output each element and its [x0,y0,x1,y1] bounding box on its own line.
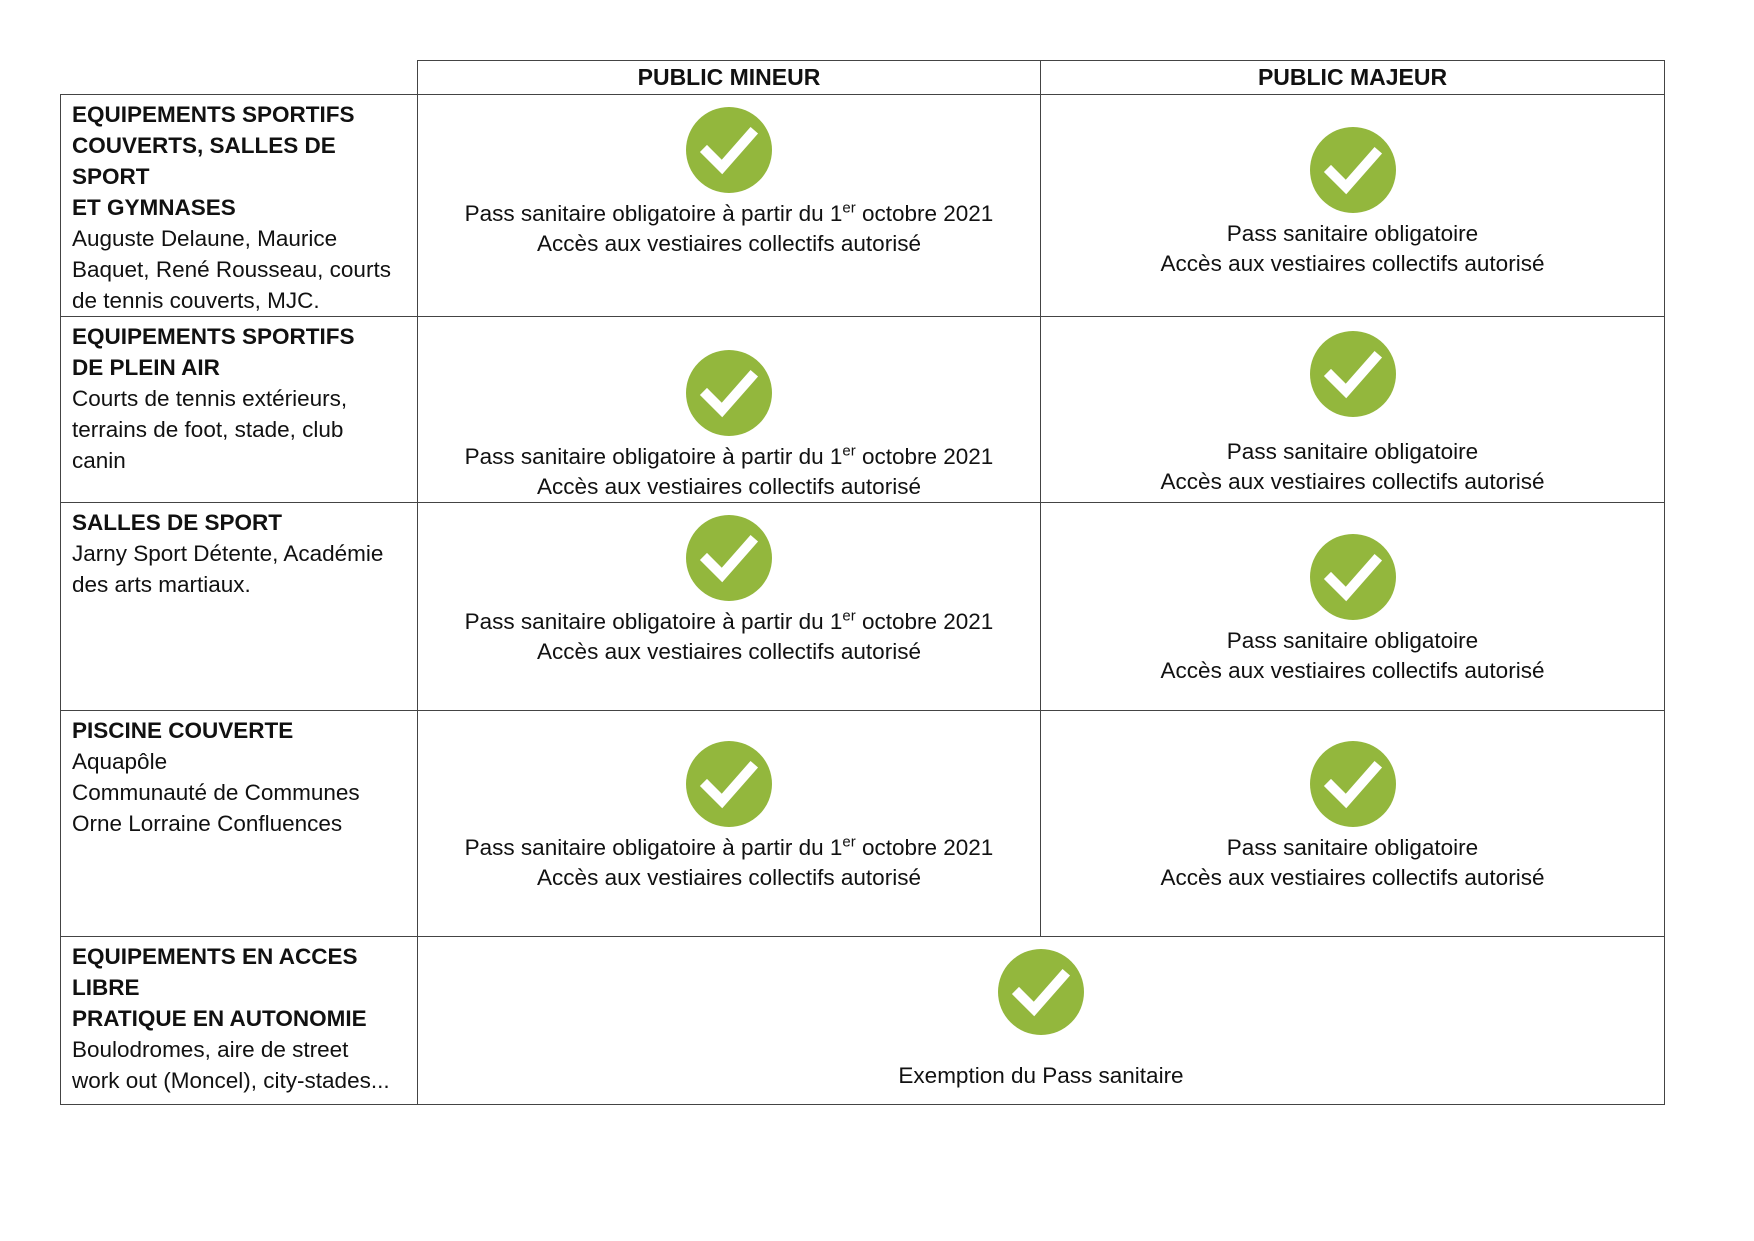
minor-cell [418,711,1041,937]
category-title [72,99,409,223]
title-line: SALLES DE SPORT [72,510,283,535]
major-line1: Pass sanitaire obligatoire [1226,835,1479,860]
header-minor: PUBLIC MINEUR [418,61,1041,95]
check-circle-icon [686,107,772,193]
major-line2: Accès aux vestiaires collectifs autorisé [1160,658,1545,683]
title-line: PRATIQUE EN AUTONOMIE [72,1006,367,1031]
title-line: ET GYMNASES [72,195,236,220]
desc-line: Orne Lorraine Confluences [72,811,343,836]
major-cell [1041,503,1665,711]
minor-cell [418,317,1041,503]
major-line2: Accès aux vestiaires collectifs autorisé [1160,865,1545,890]
access-table [60,60,1665,1105]
merged-cell [418,937,1665,1105]
minor-line2: Accès aux vestiaires collectifs autorisé [537,639,921,664]
category-cell [61,937,418,1105]
header-major: PUBLIC MAJEUR [1041,61,1665,95]
title-line: EQUIPEMENTS SPORTIFS [72,102,355,127]
category-title [72,941,409,1034]
check-circle-icon [1310,534,1396,620]
category-desc [72,1034,409,1096]
desc-line: canin [72,448,126,473]
check-circle-icon [1310,331,1396,417]
table-row [61,711,1665,937]
exemption-text: Exemption du Pass sanitaire [898,1063,1184,1088]
major-cell [1041,711,1665,937]
desc-line: des arts martiaux. [72,572,251,597]
desc-line: Courts de tennis extérieurs, [72,386,348,411]
category-title [72,321,409,383]
major-cell [1041,95,1665,317]
title-line: EQUIPEMENTS EN ACCES LIBRE [72,944,358,1000]
category-title [72,715,409,746]
major-line1: Pass sanitaire obligatoire [1226,628,1479,653]
check-circle-icon [686,350,772,436]
title-line: EQUIPEMENTS SPORTIFS [72,324,355,349]
title-line: PISCINE COUVERTE [72,718,294,743]
check-circle-icon [686,515,772,601]
desc-line: terrains de foot, stade, club [72,417,344,442]
major-cell [1041,317,1665,503]
minor-cell [418,95,1041,317]
major-line1: Pass sanitaire obligatoire [1226,221,1479,246]
category-desc [72,223,409,316]
table-row [61,503,1665,711]
minor-cell [418,503,1041,711]
category-desc [72,746,409,839]
desc-line: Boulodromes, aire de street [72,1037,349,1062]
desc-line: de tennis couverts, MJC. [72,288,320,313]
desc-line: Aquapôle [72,749,168,774]
major-line2: Accès aux vestiaires collectifs autorisé [1160,251,1545,276]
minor-line2: Accès aux vestiaires collectifs autorisé [537,474,921,499]
minor-line1: Pass sanitaire obligatoire à partir du 1er octobre 2021 [464,833,994,860]
minor-line1: Pass sanitaire obligatoire à partir du 1er octobre 2021 [464,442,994,469]
desc-line: Jarny Sport Détente, Académie [72,541,384,566]
header-row [61,61,1665,95]
check-circle-icon [686,741,772,827]
minor-line1: Pass sanitaire obligatoire à partir du 1er octobre 2021 [464,607,994,634]
category-desc [72,383,409,476]
category-title [72,507,409,538]
category-cell [61,317,418,503]
desc-line: Baquet, René Rousseau, courts [72,257,391,282]
desc-line: Communauté de Communes [72,780,360,805]
category-cell [61,711,418,937]
major-line2: Accès aux vestiaires collectifs autorisé [1160,469,1545,494]
major-line1: Pass sanitaire obligatoire [1226,439,1479,464]
title-line: DE PLEIN AIR [72,355,220,380]
table-row [61,937,1665,1105]
check-circle-icon [998,949,1084,1035]
category-desc [72,538,409,600]
category-cell [61,503,418,711]
category-cell [61,95,418,317]
check-circle-icon [1310,741,1396,827]
minor-line1: Pass sanitaire obligatoire à partir du 1er octobre 2021 [464,199,994,226]
table-row [61,317,1665,503]
table-row [61,95,1665,317]
minor-line2: Accès aux vestiaires collectifs autorisé [537,231,921,256]
title-line: COUVERTS, SALLES DE SPORT [72,133,336,189]
desc-line: work out (Moncel), city-stades... [72,1068,390,1093]
desc-line: Auguste Delaune, Maurice [72,226,338,251]
minor-line2: Accès aux vestiaires collectifs autorisé [537,865,921,890]
corner-cell [61,61,418,95]
check-circle-icon [1310,127,1396,213]
